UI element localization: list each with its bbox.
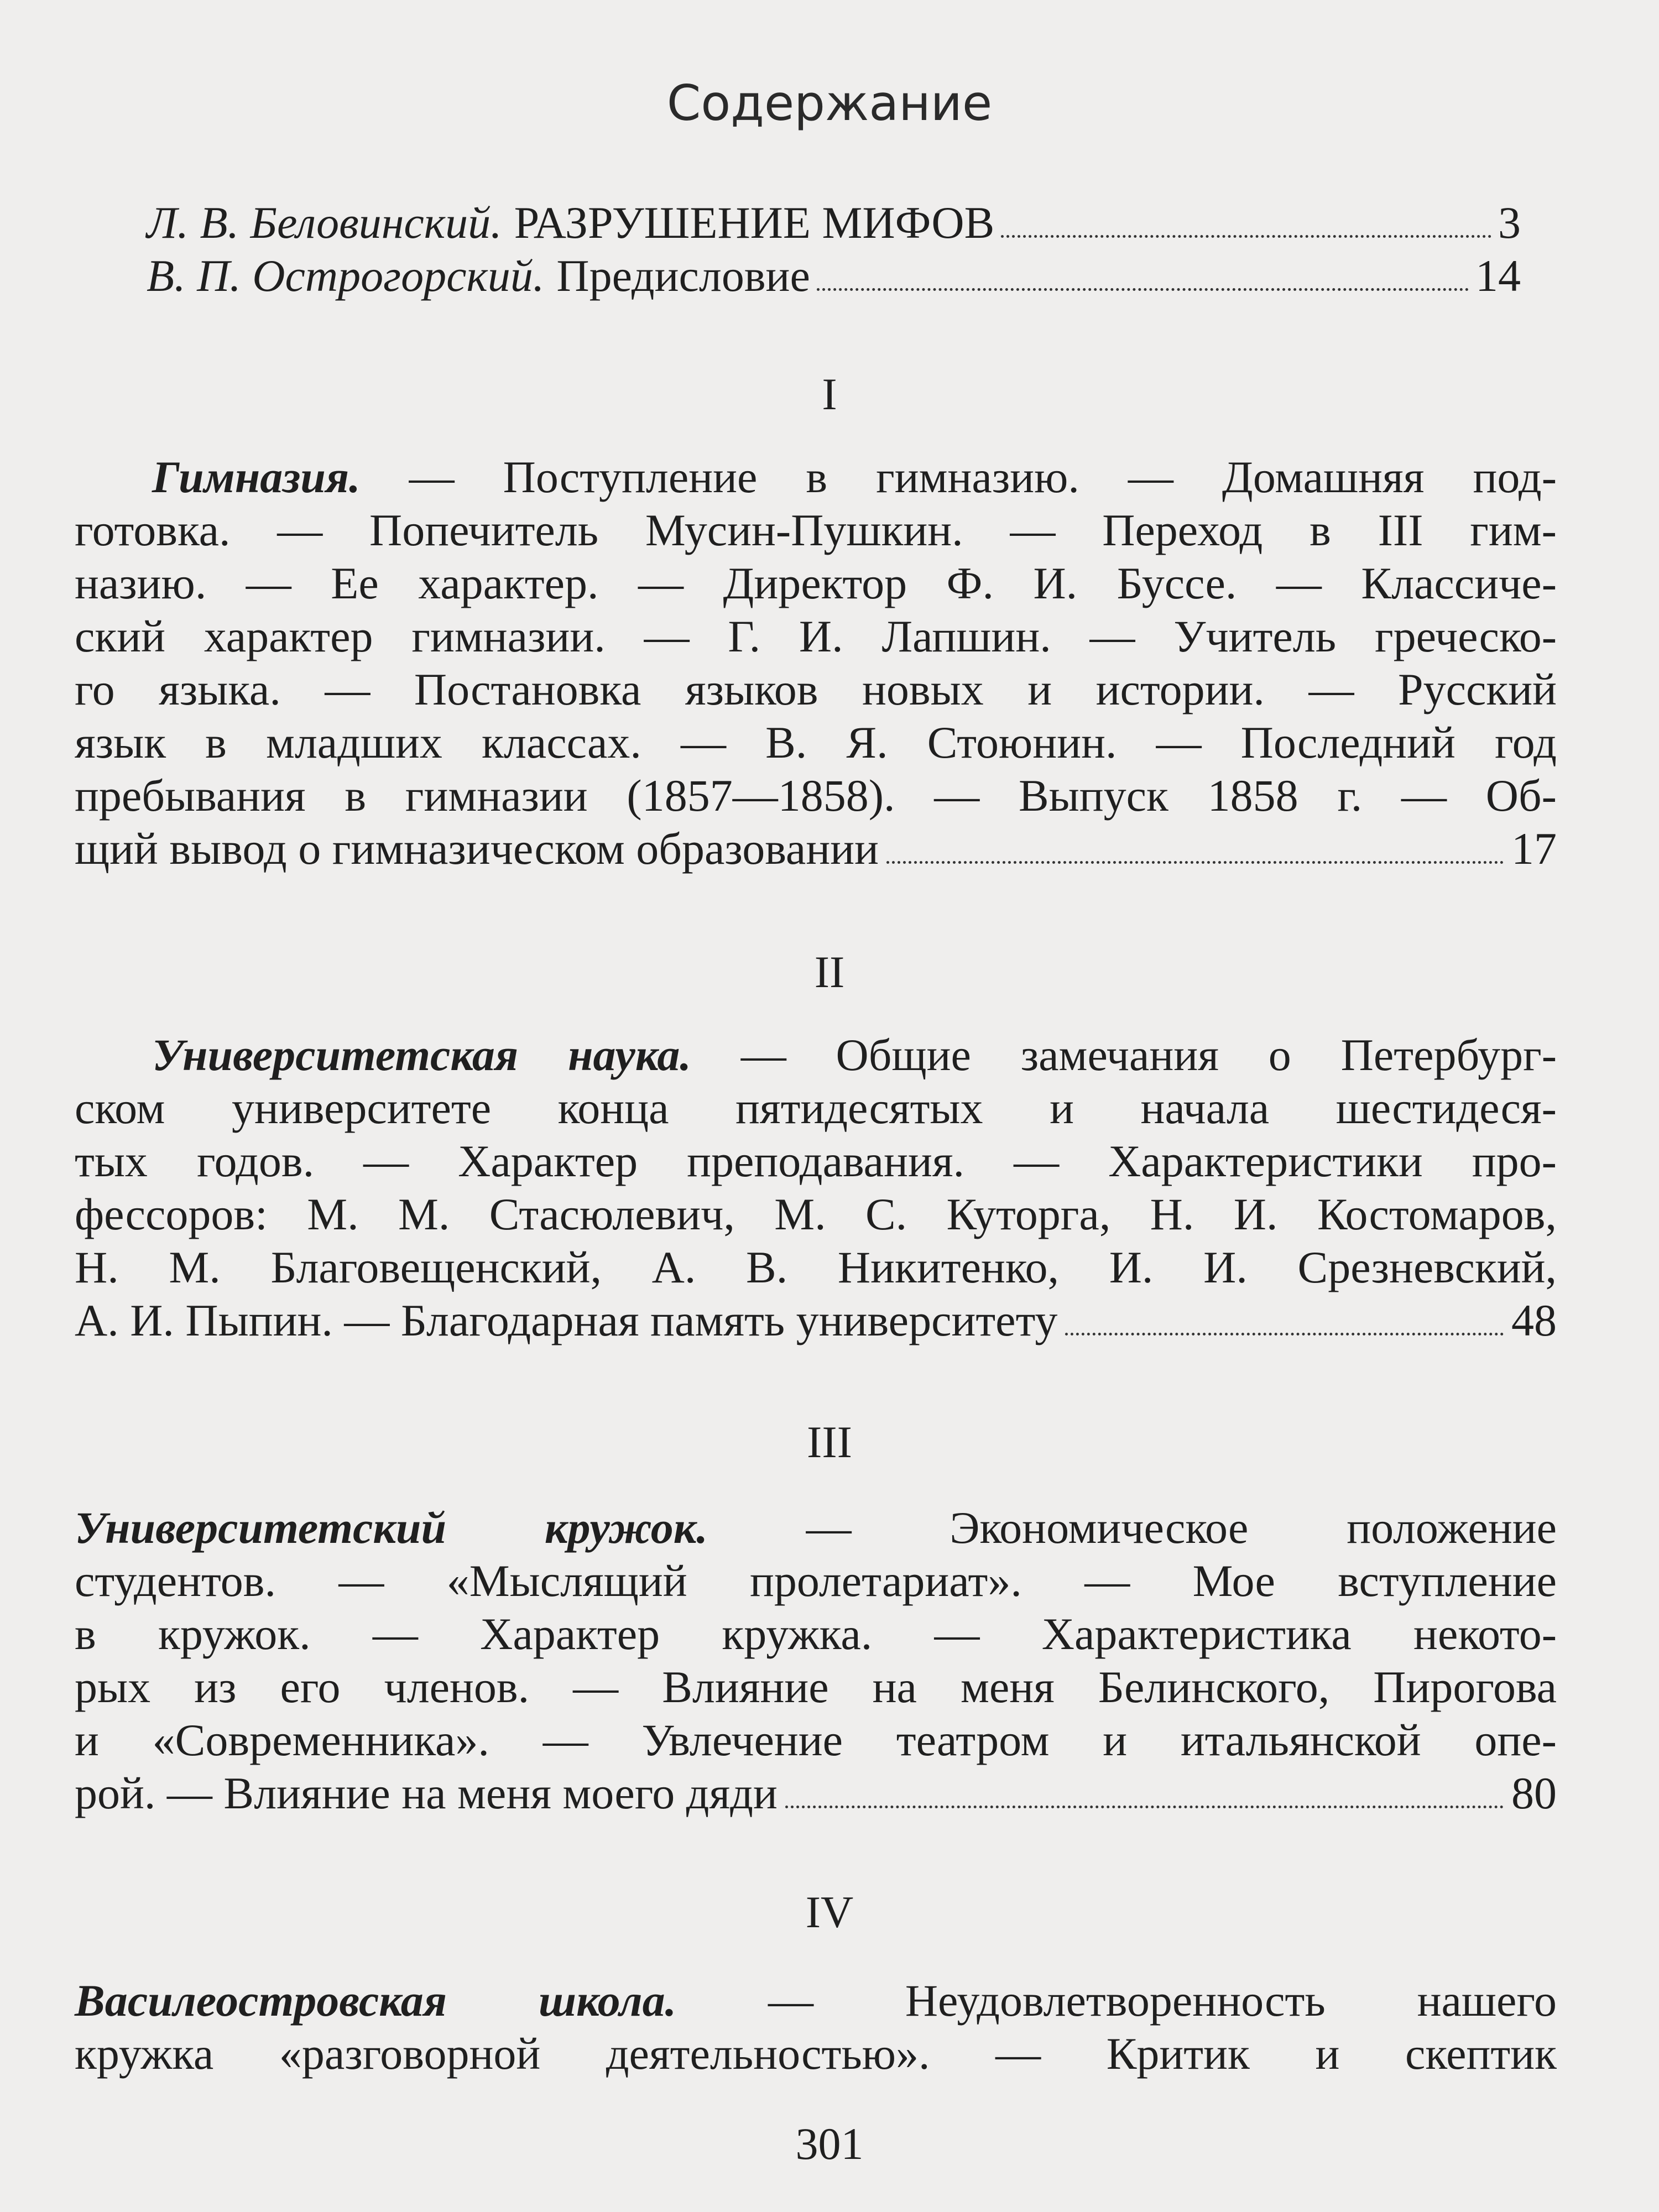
chapter-1-summary (75, 451, 1557, 875)
summary-line: пребывания в гимназии (1857—1858). — Выпуск 1858 г. — Об- (75, 770, 1557, 821)
toc-page-number: 17 (1511, 823, 1557, 874)
summary-line: и «Современника». — Увлечение театром и итальянской опе- (75, 1715, 1557, 1765)
chapter-2-summary (75, 1029, 1557, 1347)
summary-line: в кружок. — Характер кружка. — Характеристика некото- (75, 1609, 1557, 1659)
summary-line: тых годов. — Характер преподавания. — Характеристики про- (75, 1136, 1557, 1186)
chapter-heading: Гимназия. (152, 452, 361, 502)
chapter-numeral-1: I (822, 369, 837, 419)
chapter-3-summary (75, 1501, 1557, 1820)
summary-line: язык в младших классах. — В. Я. Стоюнин. — Последний год (75, 717, 1557, 768)
page-title: Содержание (666, 75, 993, 132)
summary-line: ском университете конца пятидесятых и начала шестидеся- (75, 1083, 1557, 1133)
summary-line: А. И. Пыпин. — Благодарная память университету 48 (75, 1294, 1557, 1347)
chapter-numeral-4: IV (805, 1887, 854, 1937)
summary-line: ский характер гимназии. — Г. И. Лапшин. — Учитель греческо- (75, 611, 1557, 661)
toc-entry-front-2 (147, 249, 1521, 302)
toc-page-number: 14 (1475, 251, 1521, 301)
summary-line: студентов. — «Мыслящий пролетариат». — Мое вступление (75, 1556, 1557, 1606)
chapter-heading: Василеостровская школа. (75, 1975, 677, 2026)
toc-page-number: 3 (1498, 197, 1521, 248)
summary-line: рой. — Влияние на меня моего дяди 80 (75, 1767, 1557, 1820)
toc-title: Предисловие (556, 251, 810, 301)
dot-leader (886, 861, 1504, 864)
toc-entry-front-1 (147, 196, 1521, 249)
dot-leader (785, 1806, 1504, 1808)
chapter-4-summary (75, 1974, 1557, 2080)
toc-author: Л. В. Беловинский. (147, 197, 502, 248)
chapter-numeral-3: III (807, 1417, 852, 1467)
summary-line: Василеостровская школа. — Неудовлетворенность нашего (75, 1975, 1557, 2026)
toc-page-number: 80 (1511, 1768, 1557, 1818)
dot-leader (1001, 235, 1491, 238)
toc-author: В. П. Острогорский. (147, 251, 545, 301)
page-number: 301 (795, 2119, 864, 2169)
summary-line: Гимназия. — Поступление в гимназию. — Домашняя под- (152, 452, 1557, 502)
chapter-heading: Университетский кружок. (75, 1503, 708, 1553)
dot-leader (1065, 1333, 1504, 1335)
toc-title: РАЗРУШЕНИЕ МИФОВ (514, 197, 995, 248)
summary-line: кружка «разговорной деятельностью». — Критик и скептик (75, 2028, 1557, 2079)
summary-line: го языка. — Постановка языков новых и истории. — Русский (75, 664, 1557, 714)
toc-page-number: 48 (1511, 1295, 1557, 1345)
summary-line: фессоров: М. М. Стасюлевич, М. С. Куторга, Н. И. Костомаров, (75, 1189, 1557, 1239)
chapter-heading: Университетская наука. (152, 1030, 691, 1080)
summary-line: назию. — Ее характер. — Директор Ф. И. Буссе. — Классиче- (75, 558, 1557, 608)
summary-line: Н. М. Благовещенский, А. В. Никитенко, И. И. Срезневский, (75, 1242, 1557, 1292)
dot-leader (817, 288, 1469, 291)
summary-line: Университетская наука. — Общие замечания о Петербург- (152, 1030, 1557, 1080)
summary-line: готовка. — Попечитель Мусин-Пушкин. — Переход в III гим- (75, 505, 1557, 555)
summary-line: щий вывод о гимназическом образовании 17 (75, 822, 1557, 875)
chapter-numeral-2: II (814, 947, 845, 997)
summary-line: Университетский кружок. — Экономическое положение (75, 1503, 1557, 1553)
summary-line: рых из его членов. — Влияние на меня Белинского, Пирогова (75, 1662, 1557, 1712)
